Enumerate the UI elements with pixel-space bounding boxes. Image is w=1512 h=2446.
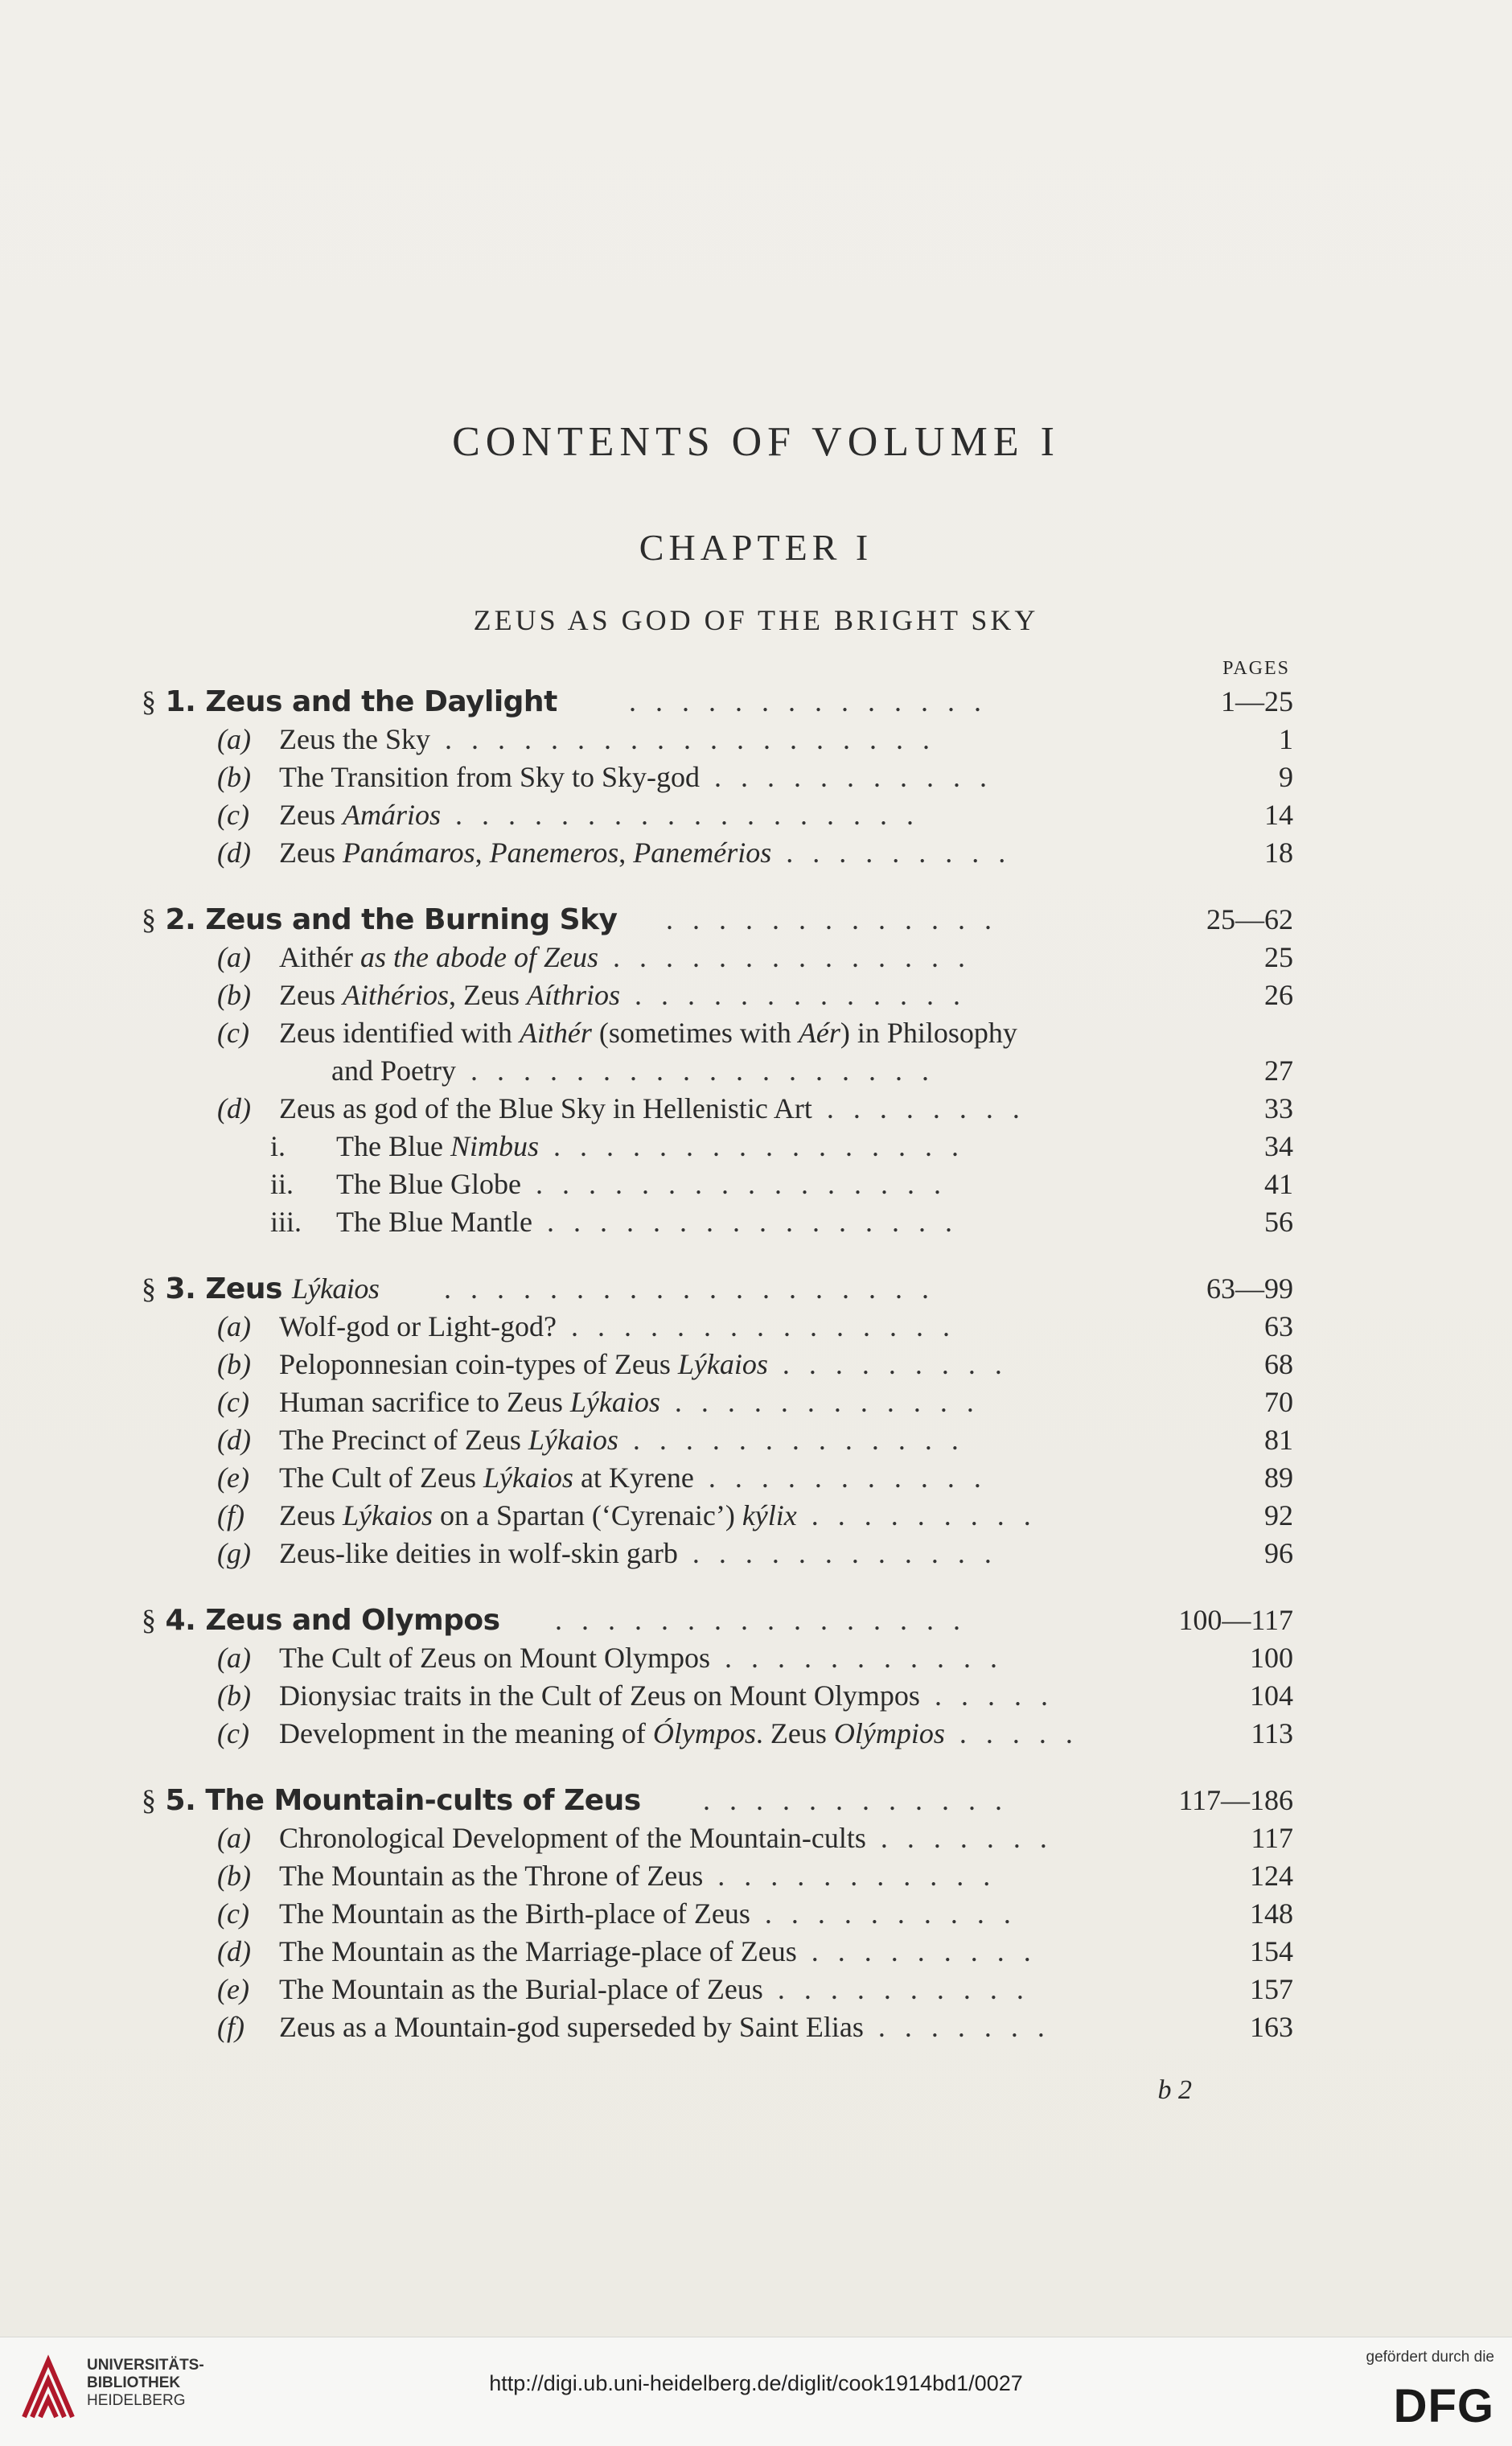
section-title-text: Zeus and the Burning Sky xyxy=(205,903,618,936)
entry-text-part: Aithér xyxy=(279,941,353,973)
toc-entry[interactable] xyxy=(0,1458,1512,1497)
section-heading[interactable] xyxy=(0,1781,1512,1819)
entry-page: 27 xyxy=(1264,1054,1293,1087)
dot-leader: .................. xyxy=(470,1054,948,1087)
entry-page: 117 xyxy=(1251,1822,1293,1854)
entry-text xyxy=(279,758,700,796)
toc-entry[interactable] xyxy=(0,1894,1512,1933)
entry-text xyxy=(279,1932,797,1971)
entry-text-part: Panámaros xyxy=(342,837,475,869)
entry-text xyxy=(336,1165,521,1203)
entry-text xyxy=(279,720,430,758)
entry-text-part: Aíthrios xyxy=(526,979,620,1011)
toc-entry[interactable] xyxy=(0,1013,1512,1052)
entry-text-part: (sometimes with xyxy=(591,1017,799,1049)
section-number: 4. xyxy=(165,1604,196,1637)
entry-text-part: The Blue Globe xyxy=(336,1168,521,1200)
section-title-text: Zeus and Olympos xyxy=(205,1604,500,1637)
entry-page: 92 xyxy=(1264,1499,1293,1531)
toc-entry[interactable] xyxy=(0,1089,1512,1128)
entry-text-part: Dionysiac traits in the Cult of Zeus on Mount Olympos xyxy=(279,1679,920,1712)
entry-text-part: Zeus as god of the Blue Sky in Hellenistic Art xyxy=(279,1092,812,1124)
entry-text-part: kýlix xyxy=(742,1499,797,1531)
section-number: 5. xyxy=(165,1784,196,1817)
entry-page: 70 xyxy=(1264,1386,1293,1418)
toc-entry[interactable] xyxy=(0,1932,1512,1971)
entry-text-part: Zeus xyxy=(279,837,343,869)
dot-leader: ..... xyxy=(959,1717,1092,1749)
entry-text xyxy=(279,1676,920,1715)
section-title-text: Zeus xyxy=(205,1272,282,1305)
toc-entry[interactable] xyxy=(0,720,1512,758)
entry-label: (d) xyxy=(217,1935,251,1967)
dot-leader: ................... xyxy=(444,1272,948,1305)
toc-entry[interactable] xyxy=(0,1714,1512,1753)
chapter-subtitle: ZEUS AS GOD OF THE BRIGHT SKY xyxy=(473,604,1039,636)
entry-text-part: The Blue Mantle xyxy=(336,1206,532,1238)
entry-text-part: Zeus xyxy=(279,1499,343,1531)
entry-label: (d) xyxy=(217,1092,251,1124)
toc-entry[interactable] xyxy=(0,758,1512,796)
entry-label: (c) xyxy=(217,1017,249,1049)
dot-leader: ........... xyxy=(708,1461,1000,1494)
entry-text xyxy=(279,1970,763,2008)
entry-label: iii. xyxy=(270,1206,302,1238)
entry-text-part: at Kyrene xyxy=(573,1461,694,1494)
section-pages: 117—186 xyxy=(1178,1784,1293,1816)
entry-label: (a) xyxy=(217,723,251,755)
section-number: 1. xyxy=(165,685,196,718)
toc-entry-continuation xyxy=(0,1051,1512,1090)
toc-entry[interactable] xyxy=(0,1970,1512,2008)
dot-leader: ....... xyxy=(880,1822,1066,1854)
dot-leader: ............... xyxy=(571,1310,970,1342)
entry-page: 1 xyxy=(1279,723,1293,755)
entry-label: (e) xyxy=(217,1461,249,1494)
entry-text-part: Zeus identified with xyxy=(279,1017,520,1049)
entry-text-part: The Precinct of Zeus xyxy=(279,1424,528,1456)
entry-text xyxy=(279,1089,812,1128)
entry-text-part: The Cult of Zeus on Mount Olympos xyxy=(279,1642,710,1674)
entry-text-part: Ólympos xyxy=(652,1717,756,1749)
entry-text-part: , xyxy=(475,837,490,869)
entry-text-part: Aér xyxy=(798,1017,840,1049)
entry-text-part: as the abode of Zeus xyxy=(352,941,598,973)
entry-text-part: Nimbus xyxy=(450,1130,539,1162)
entry-label: (b) xyxy=(217,1348,251,1380)
section-heading[interactable] xyxy=(0,682,1512,721)
entry-text xyxy=(279,833,771,872)
section-pages: 25—62 xyxy=(1206,903,1293,935)
entry-text xyxy=(336,1127,539,1165)
dot-leader: ........... xyxy=(724,1642,1017,1674)
dot-leader: ................... xyxy=(444,723,949,755)
dot-leader: .............. xyxy=(612,941,984,973)
entry-text-part: Development in the meaning of xyxy=(279,1717,653,1749)
entry-label: (c) xyxy=(217,1386,249,1418)
section-number: 3. xyxy=(165,1272,196,1305)
entry-text-part: Panemérios xyxy=(633,837,772,869)
entry-page: 68 xyxy=(1264,1348,1293,1380)
entry-label: (c) xyxy=(217,799,249,831)
section-pages: 63—99 xyxy=(1206,1272,1293,1305)
entry-label: (g) xyxy=(217,1537,251,1569)
entry-label: (e) xyxy=(217,1973,249,2005)
entry-text xyxy=(279,1856,703,1895)
dot-leader: ............ xyxy=(703,1784,1021,1816)
entry-text xyxy=(279,1638,710,1677)
entry-text xyxy=(279,938,598,976)
toc-entry[interactable] xyxy=(0,795,1512,834)
section-heading[interactable] xyxy=(0,900,1512,939)
dot-leader: ........ xyxy=(826,1092,1039,1124)
section-title xyxy=(142,1601,500,1640)
entry-label: (d) xyxy=(217,837,251,869)
entry-page: 9 xyxy=(1279,761,1293,793)
entry-label: (b) xyxy=(217,761,251,793)
section-pages: 100—117 xyxy=(1178,1604,1293,1636)
entry-text xyxy=(336,1202,532,1241)
entry-text-part: The Mountain as the Throne of Zeus xyxy=(279,1860,704,1892)
entry-page: 33 xyxy=(1264,1092,1293,1124)
toc-entry[interactable] xyxy=(0,1345,1512,1383)
library-name-line2: BIBLIOTHEK xyxy=(87,2374,181,2391)
dot-leader: .......... xyxy=(764,1897,1030,1930)
entry-text xyxy=(279,1345,768,1383)
entry-label: (c) xyxy=(217,1897,249,1930)
entry-text-part: on a Spartan (‘Cyrenaic’) xyxy=(432,1499,742,1531)
funded-by-label: gefördert durch die xyxy=(1366,2349,1494,2366)
entry-page: 26 xyxy=(1264,979,1293,1011)
entry-text-part: The Transition from Sky to Sky-god xyxy=(279,761,701,793)
entry-page: 63 xyxy=(1264,1310,1293,1342)
signature-mark xyxy=(1158,2075,1193,2106)
entry-text-part: Zeus the Sky xyxy=(279,723,430,755)
entry-text-part: Wolf-god or Light-god? xyxy=(279,1310,557,1342)
entry-text-part: Zeus xyxy=(279,979,343,1011)
entry-text xyxy=(279,1458,694,1497)
entry-text-part: Olýmpios xyxy=(833,1717,945,1749)
dot-leader: ............ xyxy=(692,1537,1011,1569)
entry-text-part: Lýkaios xyxy=(483,1461,573,1494)
entry-text-part: Panemeros xyxy=(489,837,619,869)
entry-page: 163 xyxy=(1250,2011,1293,2043)
section-symbol: § xyxy=(142,903,156,935)
dot-leader: ............. xyxy=(634,979,980,1011)
section-title xyxy=(142,900,618,939)
entry-text xyxy=(279,795,441,834)
entry-text-part: The Mountain as the Birth-place of Zeus xyxy=(279,1897,750,1930)
entry-continuation-text: and Poetry xyxy=(331,1054,456,1087)
entry-page: 154 xyxy=(1250,1935,1293,1967)
entry-text-part: Lýkaios xyxy=(528,1424,618,1456)
section-pages: 1—25 xyxy=(1221,685,1293,717)
section-symbol: § xyxy=(142,1784,156,1816)
toc-entry[interactable] xyxy=(0,1638,1512,1677)
entry-text-part: Zeus xyxy=(279,799,343,831)
toc-entry[interactable] xyxy=(0,1127,1512,1165)
entry-text-part: Peloponnesian coin-types of Zeus xyxy=(279,1348,678,1380)
entry-label: ii. xyxy=(270,1168,294,1200)
entry-page: 100 xyxy=(1250,1642,1293,1674)
entry-page: 14 xyxy=(1264,799,1293,831)
entry-label: (b) xyxy=(217,979,251,1011)
dot-leader: ........... xyxy=(714,761,1007,793)
dot-leader: ................ xyxy=(546,1206,972,1238)
permalink-url[interactable]: http://digi.ub.uni-heidelberg.de/diglit/cook1914bd1/0027 xyxy=(489,2371,1023,2395)
toc-entry[interactable] xyxy=(0,1534,1512,1572)
entry-label: (a) xyxy=(217,1310,251,1342)
entry-text-part: ) in Philosophy xyxy=(840,1017,1017,1049)
dot-leader: ................ xyxy=(535,1168,960,1200)
entry-page: 34 xyxy=(1264,1130,1293,1162)
dot-leader: ......... xyxy=(811,1499,1050,1531)
toc-entry[interactable] xyxy=(0,833,1512,872)
entry-label: (f) xyxy=(217,2011,244,2043)
entry-label: (d) xyxy=(217,1424,251,1456)
toc-entry[interactable] xyxy=(0,2008,1512,2046)
entry-label: (a) xyxy=(217,1642,251,1674)
entry-text-part: Lýkaios xyxy=(677,1348,768,1380)
entry-label: (a) xyxy=(217,1822,251,1854)
entry-text-part: Chronological Development of the Mountain-cults xyxy=(279,1822,866,1854)
toc-entry[interactable] xyxy=(0,1420,1512,1459)
dot-leader: ......... xyxy=(782,1348,1021,1380)
entry-text-part: Aithér xyxy=(519,1017,592,1049)
library-name-line1: UNIVERSITÄTS- xyxy=(87,2357,204,2374)
toc-entry[interactable] xyxy=(0,1307,1512,1346)
entry-text xyxy=(279,1383,660,1421)
section-number: 2. xyxy=(165,903,196,936)
toc-entry[interactable] xyxy=(0,1496,1512,1535)
entry-text-part: Aithérios xyxy=(342,979,449,1011)
dot-leader: ............. xyxy=(666,903,1011,935)
entry-text xyxy=(279,1420,618,1459)
toc-entry[interactable] xyxy=(0,938,1512,976)
library-name-line3: HEIDELBERG xyxy=(87,2392,186,2409)
entry-page: 18 xyxy=(1264,837,1293,869)
chapter-title: CHAPTER I xyxy=(639,527,873,568)
entry-page: 25 xyxy=(1264,941,1293,973)
entry-text xyxy=(279,976,620,1014)
entry-text-part: The Mountain as the Burial-place of Zeus xyxy=(279,1973,763,2005)
volume-title: CONTENTS OF VOLUME I xyxy=(452,419,1060,465)
entry-text xyxy=(279,1496,797,1535)
section-title xyxy=(142,1781,641,1820)
entry-text-part: Lýkaios xyxy=(569,1386,660,1418)
entry-text xyxy=(279,1894,750,1933)
entry-text xyxy=(279,1819,866,1857)
section-symbol: § xyxy=(142,685,156,717)
section-heading[interactable] xyxy=(0,1269,1512,1308)
section-title xyxy=(142,1269,379,1309)
entry-label: (b) xyxy=(217,1860,251,1892)
entry-text xyxy=(279,1013,1017,1052)
dot-leader: ..... xyxy=(934,1679,1067,1712)
signature-mark-text: b 2 xyxy=(1157,2075,1192,2105)
entry-text xyxy=(279,2008,864,2046)
entry-page: 89 xyxy=(1264,1461,1293,1494)
entry-text xyxy=(279,1534,678,1572)
entry-text-part: , xyxy=(618,837,634,869)
entry-text-part: Zeus-like deities in wolf-skin garb xyxy=(279,1537,678,1569)
entry-page: 96 xyxy=(1264,1537,1293,1569)
dot-leader: ............. xyxy=(632,1424,978,1456)
entry-page: 104 xyxy=(1250,1679,1293,1712)
toc-entry[interactable] xyxy=(0,1676,1512,1715)
entry-label: (b) xyxy=(217,1679,251,1712)
entry-text-part: Zeus as a Mountain-god superseded by Saint Elias xyxy=(279,2011,864,2043)
dot-leader: ............ xyxy=(674,1386,993,1418)
entry-text-part: The Cult of Zeus xyxy=(279,1461,483,1494)
dot-leader: ................ xyxy=(555,1604,980,1636)
entry-page: 56 xyxy=(1264,1206,1293,1238)
section-symbol: § xyxy=(142,1604,156,1636)
entry-page: 41 xyxy=(1264,1168,1293,1200)
entry-text-part: Amários xyxy=(342,799,441,831)
section-title-text: Zeus and the Daylight xyxy=(205,685,557,718)
dot-leader: ....... xyxy=(877,2011,1064,2043)
toc-entry[interactable] xyxy=(0,1165,1512,1203)
toc-entry[interactable] xyxy=(0,1819,1512,1857)
dfg-logo: DFG xyxy=(1393,2380,1494,2432)
entry-page: 148 xyxy=(1250,1897,1293,1930)
entry-text xyxy=(279,1307,557,1346)
entry-label: i. xyxy=(270,1130,286,1162)
toc-entry[interactable] xyxy=(0,1202,1512,1241)
section-heading[interactable] xyxy=(0,1601,1512,1639)
entry-page: 124 xyxy=(1250,1860,1293,1892)
dot-leader: .................. xyxy=(455,799,933,831)
dot-leader: .............. xyxy=(629,685,1000,717)
dot-leader: ........... xyxy=(717,1860,1010,1892)
entry-text-part: Lýkaios xyxy=(342,1499,433,1531)
pages-column-label: PAGES xyxy=(1222,658,1290,679)
section-title xyxy=(142,682,557,721)
dot-leader: ......... xyxy=(786,837,1025,869)
toc-entry[interactable] xyxy=(0,1383,1512,1421)
toc-entry[interactable] xyxy=(0,1856,1512,1895)
entry-text-part: The Mountain as the Marriage-place of Zeus xyxy=(279,1935,797,1967)
section-symbol: § xyxy=(142,1272,156,1305)
entry-text-part: The Blue xyxy=(336,1130,450,1162)
entry-page: 113 xyxy=(1251,1717,1293,1749)
section-title-text: The Mountain-cults of Zeus xyxy=(205,1784,641,1817)
entry-text-part: , Zeus xyxy=(448,979,527,1011)
entry-page: 157 xyxy=(1250,1973,1293,2005)
dot-leader: ................ xyxy=(553,1130,978,1162)
entry-text-part: Human sacrifice to Zeus xyxy=(279,1386,570,1418)
dot-leader: .......... xyxy=(777,1973,1043,2005)
section-title-italic: Lýkaios xyxy=(291,1272,380,1305)
entry-text-part: . Zeus xyxy=(755,1717,834,1749)
entry-page: 81 xyxy=(1264,1424,1293,1456)
dot-leader: ......... xyxy=(811,1935,1050,1967)
toc-entry[interactable] xyxy=(0,976,1512,1014)
entry-text xyxy=(279,1714,945,1753)
entry-label: (c) xyxy=(217,1717,249,1749)
entry-label: (a) xyxy=(217,941,251,973)
entry-label: (f) xyxy=(217,1499,244,1531)
